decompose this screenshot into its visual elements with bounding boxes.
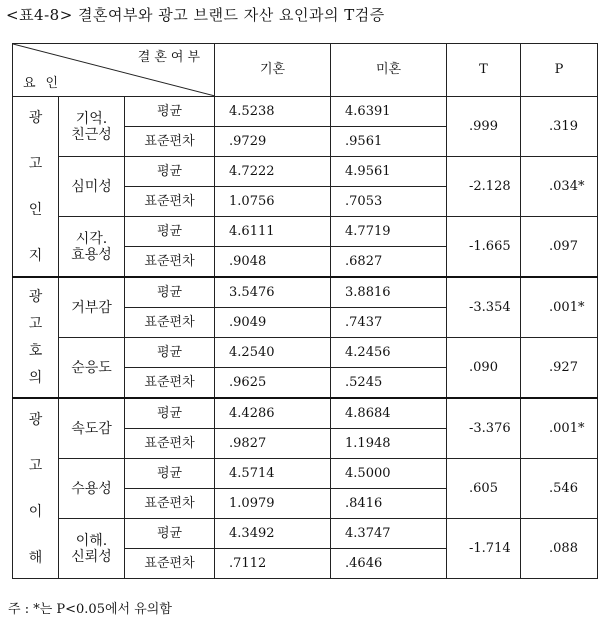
header-p: P <box>521 44 598 97</box>
p-value: .034* <box>521 157 598 217</box>
mean-unmarried: 4.3747 <box>331 519 447 549</box>
factor-label <box>59 459 125 519</box>
header-unmarried: 미혼 <box>331 44 447 97</box>
stat-label-mean: 평균 <box>125 459 215 489</box>
header-factor: 요인 <box>23 76 69 91</box>
mean-unmarried: 3.8816 <box>331 277 447 308</box>
sd-married: .9625 <box>215 368 331 399</box>
factor-label <box>59 217 125 278</box>
mean-row <box>13 217 598 247</box>
mean-married: 4.3492 <box>215 519 331 549</box>
stat-label-mean: 평균 <box>125 398 215 429</box>
header-t: T <box>447 44 521 97</box>
p-value: .001* <box>521 277 598 338</box>
mean-unmarried: 4.2456 <box>331 338 447 368</box>
group-label-char: 해 <box>28 549 43 566</box>
t-value: .605 <box>447 459 521 519</box>
mean-unmarried: 4.5000 <box>331 459 447 489</box>
stat-label-sd: 표준편차 <box>125 368 215 399</box>
group-label-char: 인 <box>28 201 43 218</box>
mean-unmarried: 4.6391 <box>331 97 447 127</box>
group-label-char: 고 <box>28 457 43 474</box>
sd-unmarried: .7053 <box>331 187 447 217</box>
factor-label <box>59 157 125 217</box>
group-label-char: 고 <box>28 155 43 172</box>
mean-row <box>13 459 598 489</box>
mean-married: 4.7222 <box>215 157 331 187</box>
sd-unmarried: .7437 <box>331 308 447 338</box>
sd-married: .7112 <box>215 549 331 579</box>
mean-married: 4.2540 <box>215 338 331 368</box>
group-label-char: 고 <box>28 316 43 332</box>
p-value: .001* <box>521 398 598 459</box>
factor-label <box>59 97 125 157</box>
mean-row <box>13 97 598 127</box>
mean-unmarried: 4.9561 <box>331 157 447 187</box>
factor-label <box>59 398 125 459</box>
factor-label-line1: 기억. <box>75 110 108 127</box>
header-married: 기혼 <box>215 44 331 97</box>
mean-married: 4.6111 <box>215 217 331 247</box>
sd-unmarried: .6827 <box>331 247 447 278</box>
t-value: -1.665 <box>447 217 521 278</box>
stat-label-sd: 표준편차 <box>125 187 215 217</box>
stat-label-sd: 표준편차 <box>125 308 215 338</box>
header-marital-status: 결혼여부 <box>137 50 205 65</box>
factor-label-line1: 순응도 <box>71 359 112 376</box>
stat-label-sd: 표준편차 <box>125 429 215 459</box>
sd-unmarried: 1.1948 <box>331 429 447 459</box>
t-value: -3.354 <box>447 277 521 338</box>
t-value: .999 <box>447 97 521 157</box>
header-row <box>13 44 598 97</box>
sd-married: .9048 <box>215 247 331 278</box>
factor-label-line1: 속도감 <box>71 420 112 437</box>
mean-row <box>13 519 598 549</box>
group-label-char: 호 <box>28 343 43 359</box>
mean-married: 4.4286 <box>215 398 331 429</box>
factor-label-line2: 친근성 <box>71 126 112 143</box>
footnote: 주 : *는 P<0.05에서 유의함 <box>8 602 172 617</box>
group-label-char: 광 <box>28 289 43 305</box>
factor-label-line1: 이해. <box>75 532 108 549</box>
factor-label-line1: 거부감 <box>71 299 112 316</box>
mean-row <box>13 157 598 187</box>
factor-label <box>59 338 125 399</box>
sd-married: .9827 <box>215 429 331 459</box>
stat-label-mean: 평균 <box>125 519 215 549</box>
table-title: <표4-8> 결혼여부와 광고 브랜드 자산 요인과의 T검증 <box>6 6 385 24</box>
p-value: .546 <box>521 459 598 519</box>
t-value: .090 <box>447 338 521 399</box>
p-value: .097 <box>521 217 598 278</box>
stat-label-sd: 표준편차 <box>125 247 215 278</box>
factor-label-line1: 시각. <box>75 230 108 247</box>
group-label-char: 지 <box>28 247 43 264</box>
mean-unmarried: 4.8684 <box>331 398 447 429</box>
stat-label-sd: 표준편차 <box>125 489 215 519</box>
sd-unmarried: .8416 <box>331 489 447 519</box>
t-test-table <box>12 43 598 579</box>
group-label-char: 광 <box>28 411 43 428</box>
stat-label-sd: 표준편차 <box>125 127 215 157</box>
factor-label-line1: 심미성 <box>71 178 112 195</box>
sd-married: .9049 <box>215 308 331 338</box>
mean-row <box>13 398 598 429</box>
p-value: .319 <box>521 97 598 157</box>
mean-married: 4.5238 <box>215 97 331 127</box>
p-value: .088 <box>521 519 598 579</box>
group-label <box>13 277 59 398</box>
sd-unmarried: .4646 <box>331 549 447 579</box>
stat-label-mean: 평균 <box>125 97 215 127</box>
group-label-char: 의 <box>28 370 43 386</box>
sd-married: 1.0979 <box>215 489 331 519</box>
t-value: -1.714 <box>447 519 521 579</box>
factor-label-line1: 수용성 <box>71 480 112 497</box>
group-label-char: 광 <box>28 109 43 126</box>
sd-married: .9729 <box>215 127 331 157</box>
sd-unmarried: .9561 <box>331 127 447 157</box>
mean-row <box>13 277 598 308</box>
stat-label-mean: 평균 <box>125 277 215 308</box>
t-value: -3.376 <box>447 398 521 459</box>
p-value: .927 <box>521 338 598 399</box>
factor-label-line2: 신뢰성 <box>71 548 112 565</box>
mean-row <box>13 338 598 368</box>
factor-label-line2: 효용성 <box>71 246 112 263</box>
stat-label-mean: 평균 <box>125 157 215 187</box>
t-value: -2.128 <box>447 157 521 217</box>
stat-label-mean: 평균 <box>125 338 215 368</box>
group-label <box>13 398 59 579</box>
stat-label-sd: 표준편차 <box>125 549 215 579</box>
sd-married: 1.0756 <box>215 187 331 217</box>
diagonal-header-cell <box>13 44 215 97</box>
factor-label <box>59 519 125 579</box>
mean-married: 4.5714 <box>215 459 331 489</box>
stat-label-mean: 평균 <box>125 217 215 247</box>
mean-married: 3.5476 <box>215 277 331 308</box>
group-label-char: 이 <box>28 503 43 520</box>
sd-unmarried: .5245 <box>331 368 447 399</box>
factor-label <box>59 277 125 338</box>
group-label <box>13 97 59 278</box>
mean-unmarried: 4.7719 <box>331 217 447 247</box>
